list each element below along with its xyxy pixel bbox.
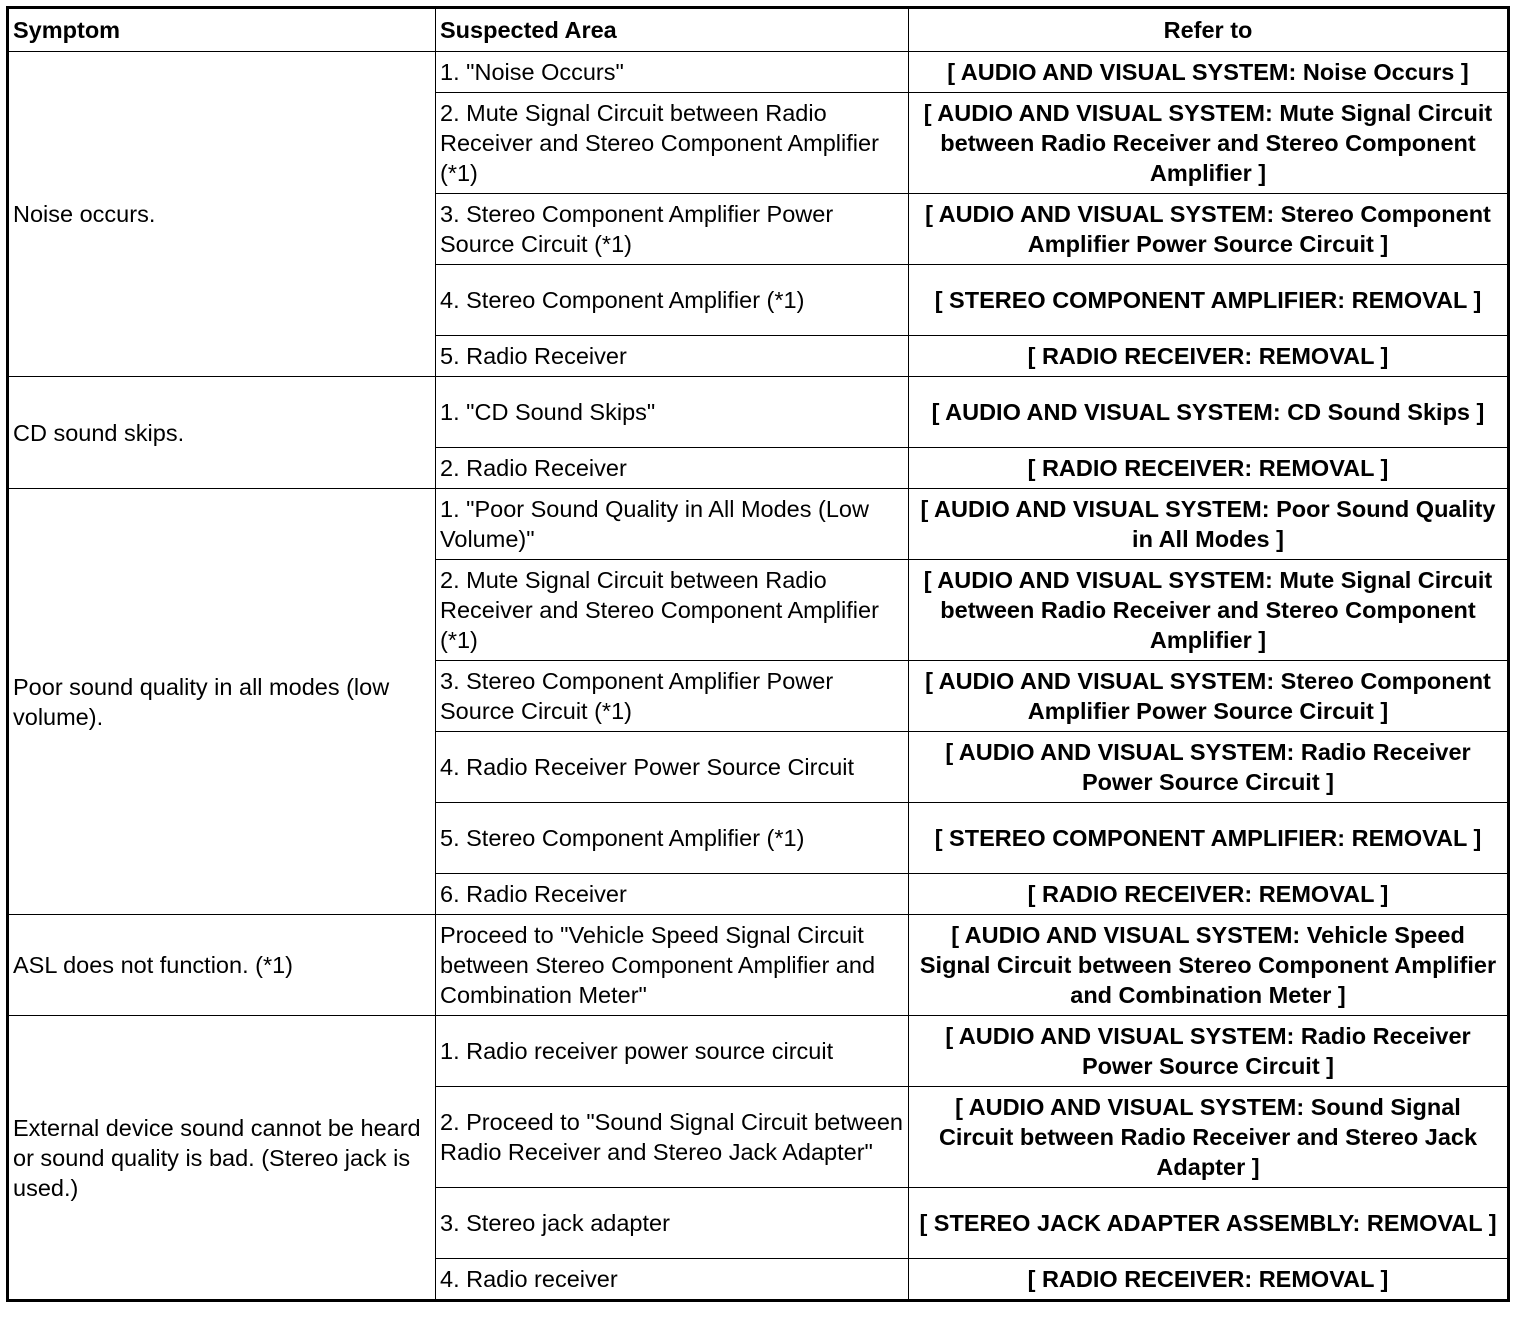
suspected-area-cell: 3. Stereo jack adapter — [436, 1188, 909, 1259]
suspected-area-cell: 2. Mute Signal Circuit between Radio Receiver and Stereo Component Amplifier (*1) — [436, 560, 909, 661]
suspected-area-cell: 2. Proceed to "Sound Signal Circuit between Radio Receiver and Stereo Jack Adapter" — [436, 1087, 909, 1188]
refer-to-link[interactable]: [ RADIO RECEIVER: REMOVAL ] — [909, 336, 1509, 377]
suspected-area-cell: 2. Mute Signal Circuit between Radio Receiver and Stereo Component Amplifier (*1) — [436, 93, 909, 194]
suspected-area-cell: 5. Radio Receiver — [436, 336, 909, 377]
refer-to-link[interactable]: [ AUDIO AND VISUAL SYSTEM: Stereo Component Amplifier Power Source Circuit ] — [909, 194, 1509, 265]
refer-to-link[interactable]: [ AUDIO AND VISUAL SYSTEM: Radio Receiver Power Source Circuit ] — [909, 732, 1509, 803]
suspected-area-cell: 3. Stereo Component Amplifier Power Source Circuit (*1) — [436, 194, 909, 265]
table-row — [8, 915, 1509, 1016]
table-row — [8, 52, 1509, 93]
suspected-area-cell: 4. Radio receiver — [436, 1259, 909, 1301]
suspected-area-cell: 5. Stereo Component Amplifier (*1) — [436, 803, 909, 874]
refer-to-link[interactable]: [ AUDIO AND VISUAL SYSTEM: Poor Sound Quality in All Modes ] — [909, 489, 1509, 560]
suspected-area-cell: 3. Stereo Component Amplifier Power Source Circuit (*1) — [436, 661, 909, 732]
header-refer-to: Refer to — [909, 8, 1509, 52]
suspected-area-cell: 1. "Noise Occurs" — [436, 52, 909, 93]
symptom-cell: External device sound cannot be heard or sound quality is bad. (Stereo jack is used.) — [8, 1016, 436, 1301]
suspected-area-cell: 4. Radio Receiver Power Source Circuit — [436, 732, 909, 803]
refer-to-link[interactable]: [ AUDIO AND VISUAL SYSTEM: Noise Occurs ] — [909, 52, 1509, 93]
header-row — [8, 8, 1509, 52]
suspected-area-cell: 1. "Poor Sound Quality in All Modes (Low Volume)" — [436, 489, 909, 560]
refer-to-link[interactable]: [ AUDIO AND VISUAL SYSTEM: Vehicle Speed Signal Circuit between Stereo Component Amplifier and Combination Meter ] — [909, 915, 1509, 1016]
refer-to-link[interactable]: [ AUDIO AND VISUAL SYSTEM: Stereo Component Amplifier Power Source Circuit ] — [909, 661, 1509, 732]
suspected-area-cell: 1. Radio receiver power source circuit — [436, 1016, 909, 1087]
symptom-cell: Poor sound quality in all modes (low volume). — [8, 489, 436, 915]
refer-to-link[interactable]: [ AUDIO AND VISUAL SYSTEM: Mute Signal Circuit between Radio Receiver and Stereo Component Amplifier ] — [909, 93, 1509, 194]
refer-to-link[interactable]: [ AUDIO AND VISUAL SYSTEM: CD Sound Skips ] — [909, 377, 1509, 448]
suspected-area-cell: 2. Radio Receiver — [436, 448, 909, 489]
troubleshooting-table — [6, 6, 1510, 1302]
refer-to-link[interactable]: [ AUDIO AND VISUAL SYSTEM: Radio Receiver Power Source Circuit ] — [909, 1016, 1509, 1087]
refer-to-link[interactable]: [ STEREO COMPONENT AMPLIFIER: REMOVAL ] — [909, 803, 1509, 874]
refer-to-link[interactable]: [ AUDIO AND VISUAL SYSTEM: Mute Signal Circuit between Radio Receiver and Stereo Component Amplifier ] — [909, 560, 1509, 661]
suspected-area-cell: 6. Radio Receiver — [436, 874, 909, 915]
refer-to-link[interactable]: [ AUDIO AND VISUAL SYSTEM: Sound Signal Circuit between Radio Receiver and Stereo Jack Adapter ] — [909, 1087, 1509, 1188]
symptom-cell: CD sound skips. — [8, 377, 436, 489]
suspected-area-cell: Proceed to "Vehicle Speed Signal Circuit between Stereo Component Amplifier and Combination Meter" — [436, 915, 909, 1016]
refer-to-link[interactable]: [ RADIO RECEIVER: REMOVAL ] — [909, 448, 1509, 489]
refer-to-link[interactable]: [ RADIO RECEIVER: REMOVAL ] — [909, 1259, 1509, 1301]
header-symptom: Symptom — [8, 8, 436, 52]
suspected-area-cell: 4. Stereo Component Amplifier (*1) — [436, 265, 909, 336]
refer-to-link[interactable]: [ RADIO RECEIVER: REMOVAL ] — [909, 874, 1509, 915]
suspected-area-cell: 1. "CD Sound Skips" — [436, 377, 909, 448]
table-row — [8, 377, 1509, 448]
symptom-cell: ASL does not function. (*1) — [8, 915, 436, 1016]
table-row — [8, 1016, 1509, 1087]
refer-to-link[interactable]: [ STEREO COMPONENT AMPLIFIER: REMOVAL ] — [909, 265, 1509, 336]
header-suspected-area: Suspected Area — [436, 8, 909, 52]
refer-to-link[interactable]: [ STEREO JACK ADAPTER ASSEMBLY: REMOVAL ] — [909, 1188, 1509, 1259]
table-row — [8, 489, 1509, 560]
symptom-cell: Noise occurs. — [8, 52, 436, 377]
